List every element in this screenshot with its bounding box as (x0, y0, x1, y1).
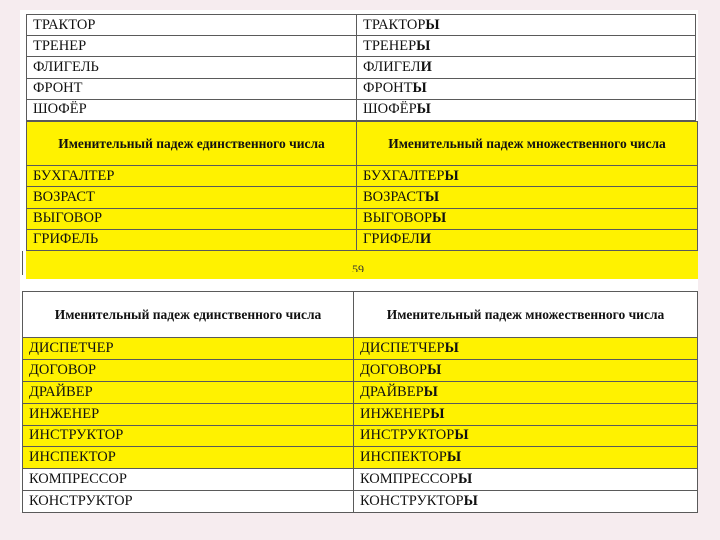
header-plural: Именительный падеж множественного числа (354, 292, 698, 338)
plural-ending: Ы (416, 101, 431, 118)
singular-cell: БУХГАЛТЕР (27, 166, 357, 187)
plural-cell (357, 57, 696, 78)
plural-cell (357, 15, 696, 36)
table-row (23, 338, 698, 360)
plural-cell (354, 491, 698, 513)
plural-cell (357, 36, 696, 57)
table-row (27, 36, 696, 57)
table-row (27, 229, 698, 250)
table-row (27, 208, 698, 229)
plural-cell (354, 425, 698, 447)
plural-ending: Ы (463, 493, 478, 510)
singular-cell: ИНСТРУКТОР (23, 425, 354, 447)
table-row (27, 187, 698, 208)
plural-stem: ФРОНТ (363, 80, 413, 97)
plural-stem: ИНЖЕНЕР (360, 405, 431, 422)
plural-stem: ВЫГОВОР (363, 210, 433, 227)
plural-ending: Ы (454, 427, 469, 444)
plural-ending: Ы (423, 383, 438, 400)
plural-ending: Ы (444, 339, 459, 356)
plural-ending: Ы (425, 16, 440, 33)
plural-stem: ТРЕНЕР (363, 37, 417, 54)
plural-stem: КОНСТРУКТОР (360, 493, 464, 510)
singular-cell: ФРОНТ (27, 78, 357, 99)
table-row (27, 15, 696, 36)
singular-cell: ВОЗРАСТ (27, 187, 357, 208)
table-row (27, 99, 696, 120)
plural-cell (357, 187, 698, 208)
plural-cell (357, 99, 696, 120)
plural-stem: ДОГОВОР (360, 361, 428, 378)
plural-stem: ВОЗРАСТ (363, 188, 425, 205)
noun-table-3 (22, 291, 698, 513)
plural-cell (357, 78, 696, 99)
plural-cell (357, 208, 698, 229)
singular-cell: ТРЕНЕР (27, 36, 357, 57)
plural-stem: ИНСПЕКТОР (360, 449, 447, 466)
header-singular: Именительный падеж единственного числа (23, 292, 354, 338)
page-number: 59 (352, 262, 364, 272)
plural-ending: И (420, 58, 432, 75)
table-row (27, 78, 696, 99)
table-row (23, 381, 698, 403)
noun-table-1 (26, 14, 696, 121)
singular-cell: ШОФЁР (27, 99, 357, 120)
singular-cell: ИНСПЕКТОР (23, 447, 354, 469)
plural-stem: ДРАЙВЕР (360, 383, 424, 400)
singular-cell: КОМПРЕССОР (23, 469, 354, 491)
table-header-row (27, 122, 698, 166)
plural-stem: ГРИФЕЛ (363, 231, 420, 248)
table-left-edge (22, 251, 27, 275)
plural-cell (354, 447, 698, 469)
singular-cell: КОНСТРУКТОР (23, 491, 354, 513)
plural-cell (354, 469, 698, 491)
noun-table-2 (26, 121, 698, 251)
table-row (23, 359, 698, 381)
header-singular: Именительный падеж единственного числа (27, 122, 357, 166)
plural-ending: Ы (446, 449, 462, 466)
singular-cell: ТРАКТОР (27, 15, 357, 36)
plural-ending: И (419, 231, 432, 248)
plural-stem: ДИСПЕТЧЕР (360, 339, 445, 356)
plural-stem: КОМПРЕССОР (360, 471, 458, 488)
singular-cell: ГРИФЕЛЬ (27, 229, 357, 250)
plural-stem: ШОФЁР (363, 101, 417, 118)
table-row (23, 447, 698, 469)
plural-ending: Ы (416, 37, 431, 54)
singular-cell: ДОГОВОР (23, 359, 354, 381)
plural-ending: Ы (432, 210, 447, 227)
table-header-row (23, 292, 698, 338)
plural-ending: Ы (412, 80, 427, 97)
plural-stem: ФЛИГЕЛ (363, 58, 421, 75)
plural-ending: Ы (457, 471, 473, 488)
header-plural: Именительный падеж множественного числа (357, 122, 698, 166)
plural-cell (354, 359, 698, 381)
plural-stem: ТРАКТОР (363, 16, 426, 33)
plural-cell (357, 229, 698, 250)
plural-cell (354, 338, 698, 360)
singular-cell: ДРАЙВЕР (23, 381, 354, 403)
table-row (23, 491, 698, 513)
plural-stem: ИНСТРУКТОР (360, 427, 455, 444)
plural-ending: Ы (424, 188, 440, 205)
singular-cell: ВЫГОВОР (27, 208, 357, 229)
plural-ending: Ы (430, 405, 445, 422)
singular-cell: ДИСПЕТЧЕР (23, 338, 354, 360)
plural-cell (354, 403, 698, 425)
table-row (27, 166, 698, 187)
table-row (23, 469, 698, 491)
singular-cell: ФЛИГЕЛЬ (27, 57, 357, 78)
table-row (23, 425, 698, 447)
table-row (27, 57, 696, 78)
plural-ending: Ы (427, 361, 442, 378)
plural-cell (357, 166, 698, 187)
table-row (23, 403, 698, 425)
plural-ending: Ы (444, 167, 459, 184)
plural-cell (354, 381, 698, 403)
plural-stem: БУХГАЛТЕР (363, 167, 445, 184)
singular-cell: ИНЖЕНЕР (23, 403, 354, 425)
